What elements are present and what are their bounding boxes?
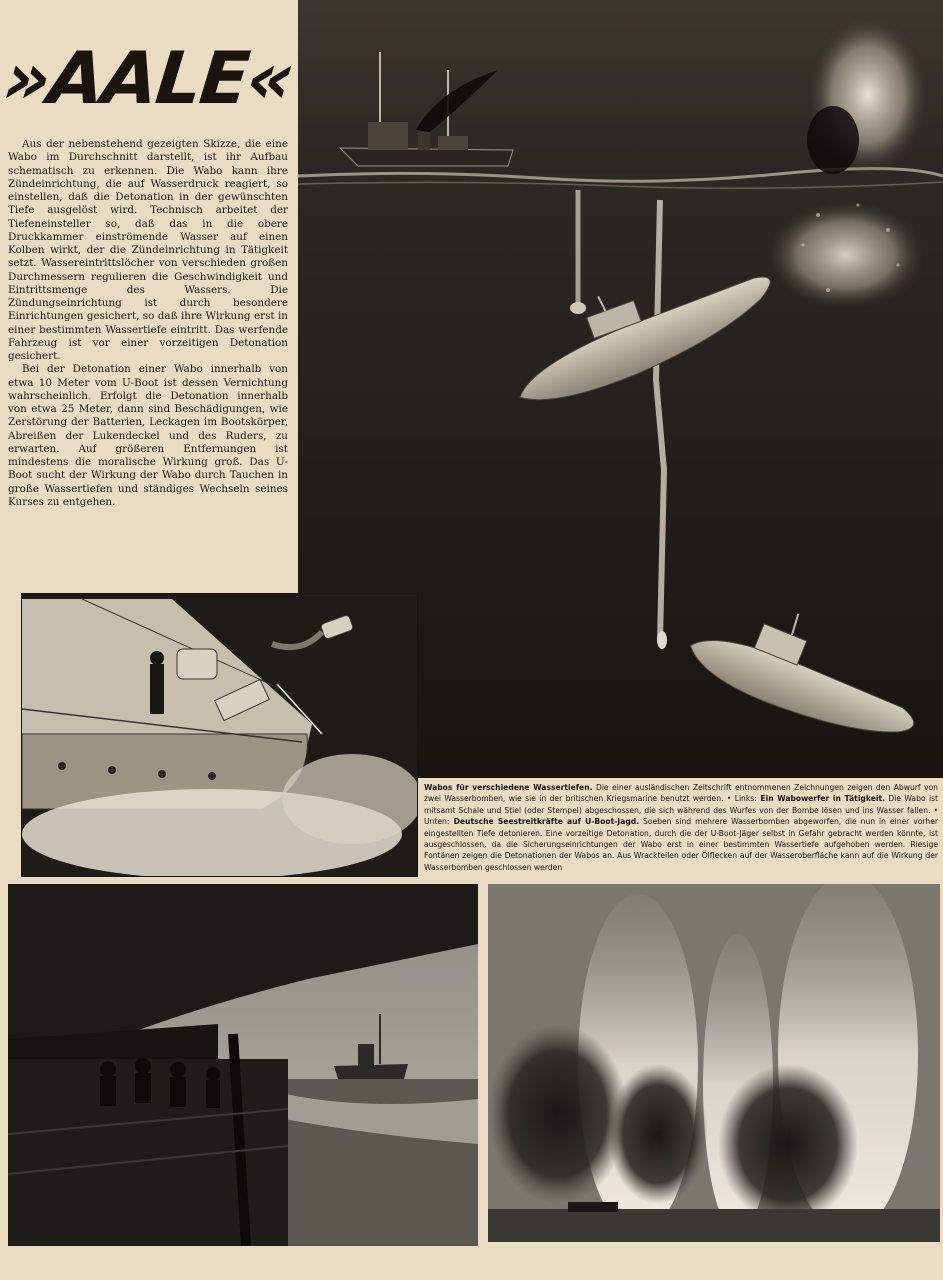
article-paragraph: Bei der Detonation einer Wabo innerhalb von etwa 10 Meter vom U-Boot ist dessen Vernichtung wahrscheinlich. Erfolgt die Detonation innerhalb von etwa 25 Meter, dann sind Beschädigungen, wie Zerstörung der Batterien, Leckagen im Bootskörper, Abreißen der Lukendeckel und des Ruders, zu erwarten. Auf größeren Entfernungen ist mindestens die moralische Wirkung groß. Das U-Boot sucht der Wirkung der Wabo durch Tauchen in große Wassertiefen und ständiges Wechseln seines Kurses zu entgehen. xyxy=(8,363,288,508)
depth-charge xyxy=(657,631,667,649)
article-text xyxy=(8,138,288,578)
caption-bold: Deutsche Seestreitkräfte auf U-Boot-Jagd. xyxy=(449,817,640,827)
caption-text: Die Wabo ist mitsamt Schale und Stiel (oder Stempel) abgeschossen, die sich während des Wurfes von der Bombe lösen und ins Wasser fallen. • Unten: xyxy=(424,794,938,827)
caption-lead: Wabos für verschiedene Wassertiefen. xyxy=(424,783,593,792)
headline: »AALE« xyxy=(0,36,297,120)
caption-text: Die einer ausländischen Zeitschrift entnommenen Zeichnungen zeigen den Abwurf von zwei Wasserbomben, wie sie in der britischen Kriegsmarine benutzt werden. • Links: xyxy=(424,783,938,804)
caption-text: Soeben sind mehrere Wasserbomben abgeworfen, die nun in einer vorher eingestellten Tiefe detonieren. Eine vorzeitige Detonation, durch die der U-Boot-Jäger selbst in Gefahr gebracht werden könnte, ist ausgeschlossen, da die Sicherungseinrichtungen der Wabo erst in einer bestimmten Wassertiefe aufgehoben werden. Riesige Fontänen zeigen die Detonationen der Wabos an. Aus Wrackteilen oder Ölflecken auf der Wasseroberfläche kann auf die Wirkung der Wasserbomben geschlossen werden xyxy=(424,817,938,872)
depth-charge-thrower-drawing xyxy=(21,593,418,877)
photo-detonations xyxy=(488,884,940,1242)
underwater-burst xyxy=(766,200,926,310)
article-paragraph: Aus der nebenstehend gezeigten Skizze, die eine Wabo im Durchschnitt darstellt, ist ihr Aufbau schematisch zu erkennen. Die Wabo kann ihre Zündeinrichtung, die auf Wasserdruck reagiert, so einstellen, daß die Detonation in der gewünschten Tiefe ausgelöst wird. Technisch arbeitet der Tiefeneinsteller so, daß das in die obere Druckkammer einströmende Wasser auf einen Kolben wirkt, der die Zündeinrichtung in Tätigkeit setzt. Wassereintrittslöcher von verschieden großen Durchmessern regulieren die Geschwindigkeit und Eintrittsmenge des Wassers. Die Zündungseinrichtung ist durch besondere Einrichtungen gesichert, so daß ihre Wirkung erst in einer bestimmten Wassertiefe eintritt. Das werfende Fahrzeug ist vor einer vorzeitigen Detonation gesichert. xyxy=(8,138,288,362)
caption-bold: Ein Wabowerfer in Tätigkeit. xyxy=(756,794,885,804)
photo-ship-deck xyxy=(8,884,478,1246)
figure-caption xyxy=(424,782,938,878)
depth-charge xyxy=(570,302,586,314)
